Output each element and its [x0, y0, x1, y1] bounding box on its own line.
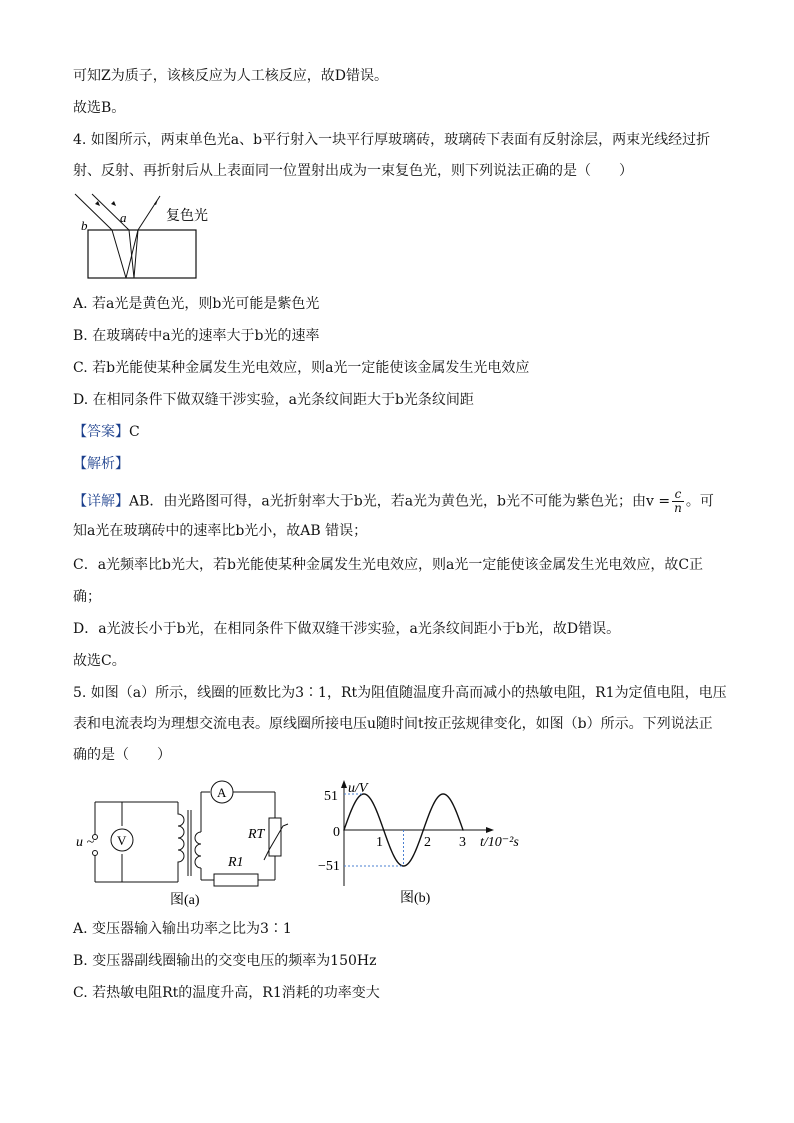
svg-text:A: A: [217, 785, 227, 800]
label-rt: RT: [248, 827, 265, 842]
answer-line: [73, 422, 140, 442]
zero-crossing-point: [343, 829, 345, 831]
detail-text: AB．由光路图可得，a光折射率大于b光，若a光为黄色光，b光不可能为紫色光；由v =: [129, 493, 671, 510]
text-line: 故选B。: [73, 100, 126, 116]
label-u: u ~: [76, 835, 95, 850]
caption-b: 图(b): [400, 891, 431, 906]
detail-line-1: [73, 488, 714, 515]
detail-line-3: C．a光频率比b光大，若b光能使某种金属发生光电效应，则a光一定能使该金属发生光电效应，故C正: [73, 557, 704, 573]
origin-label: 0: [333, 825, 340, 840]
q5-option-a: A. 变压器输入输出功率之比为3∶1: [73, 921, 292, 937]
q4-option-a: A. 若a光是黄色光，则b光可能是紫色光: [73, 296, 320, 312]
detail-text: 。可: [685, 493, 714, 510]
y-axis-arrow: [341, 780, 347, 788]
label-mixed-light: 复色光: [166, 209, 208, 224]
analysis-line: 【解析】: [73, 456, 129, 472]
x-label: t/10⁻²s: [480, 835, 519, 850]
x-tick-2: 2: [424, 835, 431, 850]
zero-crossing-point: [462, 829, 464, 831]
figure-sine-chart: [308, 778, 538, 910]
thermistor: [269, 818, 281, 856]
zero-crossing-point: [383, 829, 385, 831]
label-r1: R1: [228, 855, 244, 870]
detail-line-4: 确；: [73, 589, 101, 605]
resistor-r1: [214, 874, 258, 886]
figure-circuit: [70, 780, 290, 908]
q5-option-c: C. 若热敏电阻Rt的温度升高，R1消耗的功率变大: [73, 985, 380, 1001]
label-a: a: [120, 210, 127, 225]
x-tick-1: 1: [376, 835, 383, 850]
q4-option-b: B. 在玻璃砖中a光的速率大于b光的速率: [73, 328, 320, 344]
question-4-stem: 射、反射、再折射后从上表面同一位置射出成为一束复色光，则下列说法正确的是（ ）: [73, 163, 633, 179]
svg-text:V: V: [117, 833, 127, 848]
question-5-stem: 5. 如图（a）所示，线圈的匝数比为3∶1，Rt为阻值随温度升高而减小的热敏电阻，R1为定值电阻，电压: [73, 685, 727, 701]
figure-glass-block: [70, 188, 230, 280]
text-line: 可知Z为质子，该核反应为人工核反应，故D错误。: [73, 68, 388, 84]
label-b: b: [81, 218, 88, 233]
x-axis-arrow: [486, 827, 494, 833]
answer-value: C: [129, 424, 140, 440]
answer-bracket: 【答案】: [73, 424, 129, 440]
y-label: u/V: [348, 781, 368, 796]
y-min-label: −51: [318, 859, 340, 874]
x-tick-3: 3: [459, 835, 466, 850]
q4-option-c: C. 若b光能使某种金属发生光电效应，则a光一定能使该金属发生光电效应: [73, 360, 530, 376]
y-max-label: 51: [324, 789, 338, 804]
question-5-stem: 确的是（ ）: [73, 747, 171, 763]
question-4-stem: 4. 如图所示，两束单色光a、b平行射入一块平行厚玻璃砖，玻璃砖下表面有反射涂层，两束光线经过折: [73, 132, 711, 148]
detail-line-6: 故选C。: [73, 653, 126, 669]
q5-option-b: B. 变压器副线圈输出的交变电压的频率为150Hz: [73, 953, 377, 969]
question-5-stem: 表和电流表均为理想交流电表。原线圈所接电压u随时间t按正弦规律变化，如图（b）所示。下列说法正: [73, 716, 713, 732]
detail-bracket: 【详解】: [73, 493, 129, 510]
detail-line-2: 知a光在玻璃砖中的速率比b光小，故AB 错误；: [73, 523, 368, 539]
caption-a: 图(a): [170, 893, 200, 908]
detail-line-5: D．a光波长小于b光，在相同条件下做双缝干涉实验，a光条纹间距小于b光，故D错误。: [73, 621, 621, 637]
q4-option-d: D. 在相同条件下做双缝干涉实验，a光条纹间距大于b光条纹间距: [73, 392, 474, 408]
fraction-c-over-n: $\frac{c}{n}$: [674, 487, 682, 515]
zero-crossing-point: [423, 829, 425, 831]
glass-block: [88, 230, 196, 278]
